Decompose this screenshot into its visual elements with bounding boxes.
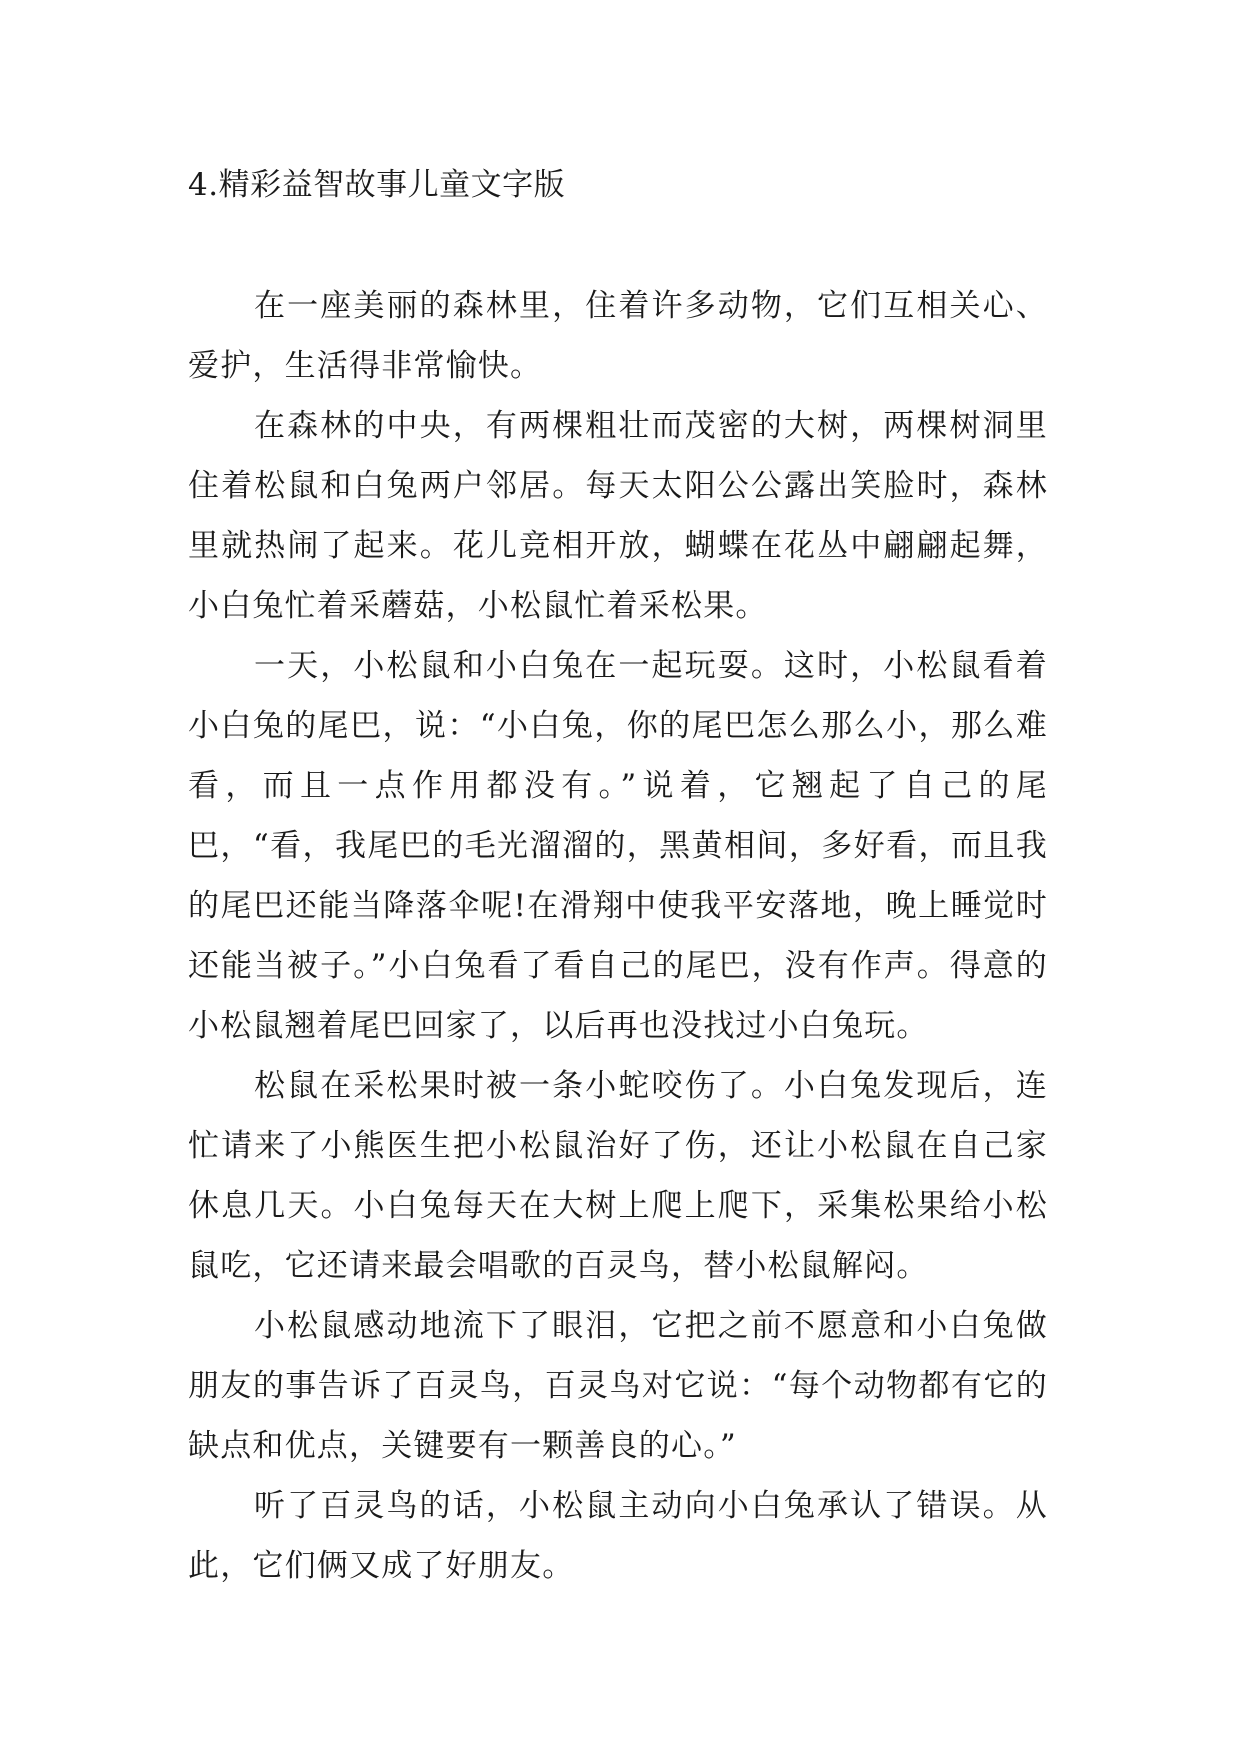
paragraph: 松鼠在采松果时被一条小蛇咬伤了。小白兔发现后，连忙请来了小熊医生把小松鼠治好了伤，还让小松鼠在自己家休息几天。小白兔每天在大树上爬上爬下，采集松果给小松鼠吃，它还请来最会唱歌的百灵鸟，替小松鼠解闷。: [188, 1068, 1048, 1284]
story-title: 4.精彩益智故事儿童文字版: [188, 167, 566, 203]
story-body: [188, 276, 1048, 1596]
paragraph: 一天，小松鼠和小白兔在一起玩耍。这时，小松鼠看着小白兔的尾巴，说：“小白兔，你的尾巴怎么那么小，那么难看，而且一点作用都没有。”说着，它翘起了自己的尾巴，“看，我尾巴的毛光溜溜的，黑黄相间，多好看，而且我的尾巴还能当降落伞呢!在滑翔中使我平安落地，晚上睡觉时还能当被子。”小白兔看了看自己的尾巴，没有作声。得意的小松鼠翘着尾巴回家了，以后再也没找过小白兔玩。: [188, 648, 1048, 1044]
paragraph: 在森林的中央，有两棵粗壮而茂密的大树，两棵树洞里住着松鼠和白兔两户邻居。每天太阳公公露出笑脸时，森林里就热闹了起来。花儿竞相开放，蝴蝶在花丛中翩翩起舞，小白兔忙着采蘑菇，小松鼠忙着采松果。: [188, 408, 1048, 624]
paragraph: 听了百灵鸟的话，小松鼠主动向小白兔承认了错误。从此，它们俩又成了好朋友。: [188, 1488, 1048, 1584]
paragraph: 小松鼠感动地流下了眼泪，它把之前不愿意和小白兔做朋友的事告诉了百灵鸟，百灵鸟对它说：“每个动物都有它的缺点和优点，关键要有一颗善良的心。”: [188, 1308, 1048, 1464]
paragraph: 在一座美丽的森林里，住着许多动物，它们互相关心、爱护，生活得非常愉快。: [188, 288, 1048, 384]
